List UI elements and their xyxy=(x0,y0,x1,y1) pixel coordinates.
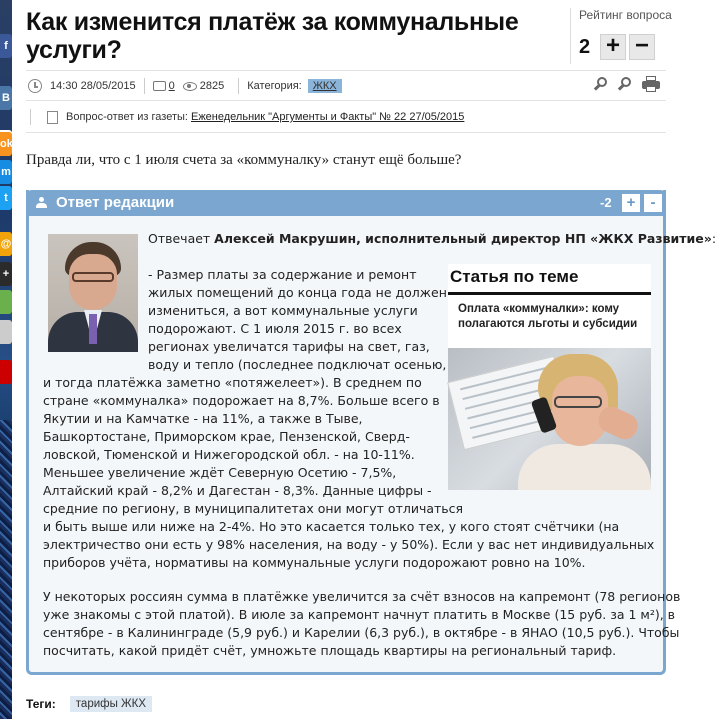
answer-minus-button[interactable]: - xyxy=(644,194,662,212)
answer-line: Меньшее увеличение ждёт Северную Осетию - 7,5%, xyxy=(43,465,397,480)
page-title: Как изменится платёж за коммунальные услуги? xyxy=(26,8,519,64)
ok-icon: ok xyxy=(0,138,13,150)
expert-name: Алексей Макрушин, исполнительный директор НП «ЖКХ Развитие» xyxy=(214,231,712,246)
answer-line: приборов учёта, нормативы на коммунальные услуги подорожают ровно на 10%. xyxy=(43,555,586,570)
answer-line: воду и тепло (последнее подключат осенью, xyxy=(148,357,447,372)
email-share-button[interactable] xyxy=(0,232,12,256)
answer-plus-button[interactable]: + xyxy=(622,194,640,212)
comments-count-link[interactable]: 0 xyxy=(168,80,175,92)
tag-link[interactable]: тарифы ЖКХ xyxy=(70,696,152,712)
answer-line: и быть выше или ниже на 2-4%. Но это касается только тех, у кого стоят счётчики (на xyxy=(43,519,620,534)
facebook-icon: f xyxy=(4,40,8,52)
zoom-out-icon[interactable] xyxy=(618,77,632,91)
answer-line: стране «коммуналка» подорожает на 8,7%. Больше всего в xyxy=(43,393,440,408)
publish-datetime: 14:30 28/05/2015 xyxy=(50,80,136,92)
rating-value: 2 xyxy=(579,35,591,58)
facebook-share-button[interactable] xyxy=(0,34,12,58)
twitter-icon: t xyxy=(4,192,8,204)
comment-icon xyxy=(153,81,166,91)
mailru-share-button[interactable] xyxy=(0,160,12,184)
editorial-answer xyxy=(26,190,716,675)
print-icon[interactable] xyxy=(642,76,660,92)
answer-line: - Размер платы за содержание и ремонт xyxy=(148,267,417,282)
related-title-link[interactable]: Оплата «коммуналки»: кому полагаются льготы и субсидии xyxy=(458,303,638,330)
divider xyxy=(26,70,666,71)
question-rating xyxy=(570,8,670,64)
category-link[interactable]: ЖКХ xyxy=(308,79,342,93)
views-count: 2825 xyxy=(199,80,225,92)
divider xyxy=(26,100,666,101)
vk-icon: B xyxy=(2,92,10,104)
question-text: Правда ли, что с 1 июля счета за «коммуналку» станут ещё больше? xyxy=(26,152,462,168)
divider xyxy=(30,109,31,125)
answer-line: средние по региону, в муниципалитетах они могут отличаться xyxy=(43,501,464,516)
source-link[interactable]: Еженедельник "Аргументы и Факты" № 22 27/05/2015 xyxy=(190,111,465,123)
clock-icon xyxy=(28,79,42,93)
divider xyxy=(26,132,666,133)
answer-line: Якутии и на Камчатке - на 11%, а также в Тыве, xyxy=(43,411,363,426)
related-article[interactable] xyxy=(448,264,651,490)
answer-line: регионах увеличатся тарифы на свет, газ, xyxy=(148,339,430,354)
share-button-9[interactable] xyxy=(0,290,12,314)
divider xyxy=(144,78,145,94)
zoom-in-icon[interactable] xyxy=(594,77,608,91)
rating-label: Рейтинг вопроса xyxy=(579,8,672,22)
tags-row xyxy=(26,696,152,712)
source-label: Вопрос-ответ из газеты: xyxy=(66,111,188,123)
document-icon xyxy=(47,111,58,124)
answer-intro: Отвечает Алексей Макрушин, исполнительный директор НП «ЖКХ Развитие»: xyxy=(148,231,716,246)
category-label: Категория: xyxy=(247,80,302,92)
twitter-share-button[interactable] xyxy=(0,186,12,210)
related-heading: Статья по теме xyxy=(450,267,579,286)
answer-header xyxy=(26,190,666,216)
decorative-background xyxy=(0,420,12,719)
answer-line: и тогда платёжка заметно «потяжелеет»). В среднем по xyxy=(43,375,422,390)
answer-line: ловской, Тюменской и Нижегородской обл. - на 10-11%. xyxy=(43,447,415,462)
answer-line: уже знакомы с этой платой). В июле за капремонт начнут платить в Москве (15 руб. за 1 м²), в xyxy=(43,607,676,622)
person-icon xyxy=(36,197,46,209)
share-button-10[interactable] xyxy=(0,320,12,344)
share-button-12[interactable] xyxy=(0,360,12,384)
mailru-icon: m xyxy=(1,166,11,178)
divider xyxy=(238,78,239,94)
page-tools xyxy=(594,76,660,92)
answer-line: Алтайский край - 8,2% и Дагестан - 8,3%. Данные цифры - xyxy=(43,483,432,498)
social-share-bar xyxy=(0,0,12,719)
vk-share-button[interactable] xyxy=(0,86,12,110)
answer-line: измениться, а вот коммунальные услуги xyxy=(148,303,418,318)
answer-line: посчитать, какой придёт счёт, умножьте площадь квартиры на региональный тариф. xyxy=(43,643,617,658)
answer-line: У некоторых россиян сумма в платёжке увеличится за счёт взносов на капремонт (78 регионов xyxy=(43,589,681,604)
article xyxy=(26,0,716,719)
answer-score: -2 xyxy=(600,195,612,210)
source-line xyxy=(30,109,464,125)
gplus-share-button[interactable] xyxy=(0,262,12,286)
eye-icon xyxy=(183,82,197,91)
odnoklassniki-share-button[interactable] xyxy=(0,132,12,156)
plus-icon: + xyxy=(2,268,10,280)
answer-line: жилых помещений до конца года не должен xyxy=(148,285,447,300)
answer-line: подорожают. С 1 июля 2015 г. во всех xyxy=(148,321,402,336)
related-photo[interactable] xyxy=(448,348,651,490)
answer-line: Башкортостане, Приморском крае, Пензенской, Сверд- xyxy=(43,429,410,444)
expert-photo xyxy=(48,234,138,344)
rating-plus-button[interactable]: + xyxy=(600,34,626,60)
answer-line: сентябре - в Калининграде (5,9 руб.) и Карелии (6,3 руб.), в октябре - в ЯНАО (10,5 руб.). Чтобы xyxy=(43,625,680,640)
answer-title: Ответ редакции xyxy=(56,194,175,211)
article-meta xyxy=(28,77,668,95)
rating-minus-button[interactable]: − xyxy=(629,34,655,60)
at-icon: @ xyxy=(0,238,12,250)
tags-label: Теги: xyxy=(26,697,56,711)
answer-line: электричество они есть у 98% населения, на воду - у 50%). Если у вас нет индивидуальных xyxy=(43,537,655,552)
